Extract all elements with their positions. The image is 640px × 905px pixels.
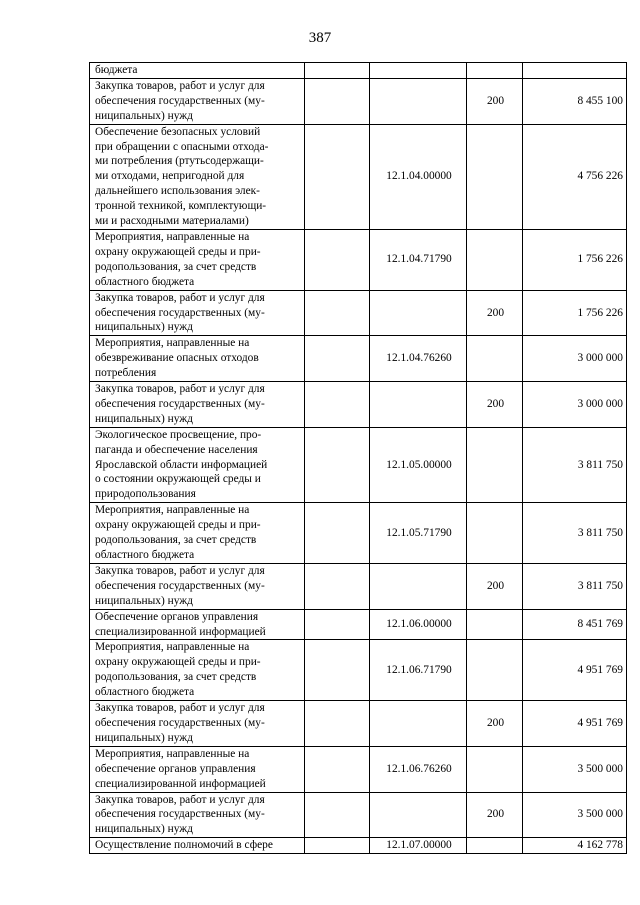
row-name-cell: Обеспечение безопасных условий при обращении с опасными отхода- ми потребления (ртутьсодержащи- ми отходами, непригодной для дальнейшего использования элек- тронной техникой, комплектующи- ми и расходными материалами) — [90, 124, 305, 229]
row-sum-cell: 8 451 769 — [523, 609, 627, 640]
row-name-cell: Экологическое просвещение, про- паганда и обеспечение населения Ярославской области информацией о состоянии окружающей среды и природопользования — [90, 427, 305, 503]
row-sum-cell: 3 500 000 — [523, 746, 627, 792]
row-sum-cell: 3 500 000 — [523, 792, 627, 838]
table-row — [90, 382, 627, 428]
row-code-cell — [370, 701, 467, 747]
table-row — [90, 609, 627, 640]
row-sum-cell: 3 811 750 — [523, 427, 627, 503]
row-code-cell: 12.1.06.76260 — [370, 746, 467, 792]
row-type-cell — [467, 746, 523, 792]
row-empty-cell — [305, 609, 370, 640]
row-name-cell: Закупка товаров, работ и услуг для обеспечения государственных (му- ниципальных) нужд — [90, 701, 305, 747]
row-name-cell: Мероприятия, направленные на охрану окружающей среды и при- родопользования, за счет средств областного бюджета — [90, 640, 305, 701]
table-row — [90, 229, 627, 290]
row-code-cell: 12.1.04.00000 — [370, 124, 467, 229]
table-row — [90, 792, 627, 838]
row-sum-cell: 1 756 226 — [523, 229, 627, 290]
row-type-cell — [467, 427, 523, 503]
table-row — [90, 78, 627, 124]
row-empty-cell — [305, 290, 370, 336]
row-empty-cell — [305, 382, 370, 428]
row-type-cell — [467, 229, 523, 290]
table-row — [90, 746, 627, 792]
table-row — [90, 640, 627, 701]
row-sum-cell: 1 756 226 — [523, 290, 627, 336]
row-type-cell: 200 — [467, 792, 523, 838]
row-sum-cell: 3 000 000 — [523, 336, 627, 382]
row-name-cell: Закупка товаров, работ и услуг для обеспечения государственных (му- ниципальных) нужд — [90, 792, 305, 838]
row-empty-cell — [305, 838, 370, 854]
table-row — [90, 503, 627, 564]
row-empty-cell — [305, 229, 370, 290]
table-row — [90, 336, 627, 382]
row-name-cell: Мероприятия, направленные на охрану окружающей среды и при- родопользования, за счет средств областного бюджета — [90, 503, 305, 564]
table-row — [90, 838, 627, 854]
row-empty-cell — [305, 124, 370, 229]
row-type-cell — [467, 838, 523, 854]
row-name-cell: Мероприятия, направленные на обеспечение органов управления специализированной информацией — [90, 746, 305, 792]
row-code-cell: 12.1.05.00000 — [370, 427, 467, 503]
row-name-cell: Закупка товаров, работ и услуг для обеспечения государственных (му- ниципальных) нужд — [90, 382, 305, 428]
row-name-cell: Закупка товаров, работ и услуг для обеспечения государственных (му- ниципальных) нужд — [90, 563, 305, 609]
row-type-cell: 200 — [467, 563, 523, 609]
row-sum-cell: 3 000 000 — [523, 382, 627, 428]
row-empty-cell — [305, 503, 370, 564]
row-name-cell: Закупка товаров, работ и услуг для обеспечения государственных (му- ниципальных) нужд — [90, 290, 305, 336]
row-code-cell: 12.1.06.00000 — [370, 609, 467, 640]
row-empty-cell — [305, 746, 370, 792]
row-sum-cell: 8 455 100 — [523, 78, 627, 124]
budget-table-body — [90, 63, 627, 854]
row-name-cell: бюджета — [90, 63, 305, 79]
table-row — [90, 427, 627, 503]
row-type-cell: 200 — [467, 290, 523, 336]
row-empty-cell — [305, 640, 370, 701]
row-name-cell: Закупка товаров, работ и услуг для обеспечения государственных (му- ниципальных) нужд — [90, 78, 305, 124]
row-code-cell: 12.1.04.76260 — [370, 336, 467, 382]
table-row — [90, 63, 627, 79]
budget-table — [89, 62, 627, 854]
page-number: 387 — [308, 30, 332, 46]
row-type-cell — [467, 609, 523, 640]
table-row — [90, 124, 627, 229]
row-sum-cell — [523, 63, 627, 79]
row-type-cell — [467, 336, 523, 382]
row-type-cell — [467, 640, 523, 701]
row-name-cell: Мероприятия, направленные на охрану окружающей среды и при- родопользования, за счет средств областного бюджета — [90, 229, 305, 290]
row-type-cell: 200 — [467, 701, 523, 747]
row-code-cell — [370, 78, 467, 124]
row-sum-cell: 4 756 226 — [523, 124, 627, 229]
row-sum-cell: 4 951 769 — [523, 701, 627, 747]
row-sum-cell: 3 811 750 — [523, 503, 627, 564]
row-type-cell — [467, 503, 523, 564]
row-code-cell: 12.1.04.71790 — [370, 229, 467, 290]
row-code-cell — [370, 63, 467, 79]
row-code-cell: 12.1.06.71790 — [370, 640, 467, 701]
row-sum-cell: 4 162 778 — [523, 838, 627, 854]
row-code-cell — [370, 792, 467, 838]
row-code-cell — [370, 563, 467, 609]
table-row — [90, 701, 627, 747]
row-name-cell: Мероприятия, направленные на обезвреживание опасных отходов потребления — [90, 336, 305, 382]
row-type-cell — [467, 63, 523, 79]
row-code-cell — [370, 382, 467, 428]
row-code-cell — [370, 290, 467, 336]
row-name-cell: Обеспечение органов управления специализированной информацией — [90, 609, 305, 640]
table-row — [90, 290, 627, 336]
row-name-cell: Осуществление полномочий в сфере — [90, 838, 305, 854]
row-empty-cell — [305, 336, 370, 382]
row-sum-cell: 4 951 769 — [523, 640, 627, 701]
row-type-cell — [467, 124, 523, 229]
row-empty-cell — [305, 78, 370, 124]
row-empty-cell — [305, 427, 370, 503]
row-empty-cell — [305, 63, 370, 79]
row-sum-cell: 3 811 750 — [523, 563, 627, 609]
row-code-cell: 12.1.05.71790 — [370, 503, 467, 564]
row-empty-cell — [305, 701, 370, 747]
row-type-cell: 200 — [467, 382, 523, 428]
table-row — [90, 563, 627, 609]
row-type-cell: 200 — [467, 78, 523, 124]
row-code-cell: 12.1.07.00000 — [370, 838, 467, 854]
row-empty-cell — [305, 563, 370, 609]
row-empty-cell — [305, 792, 370, 838]
